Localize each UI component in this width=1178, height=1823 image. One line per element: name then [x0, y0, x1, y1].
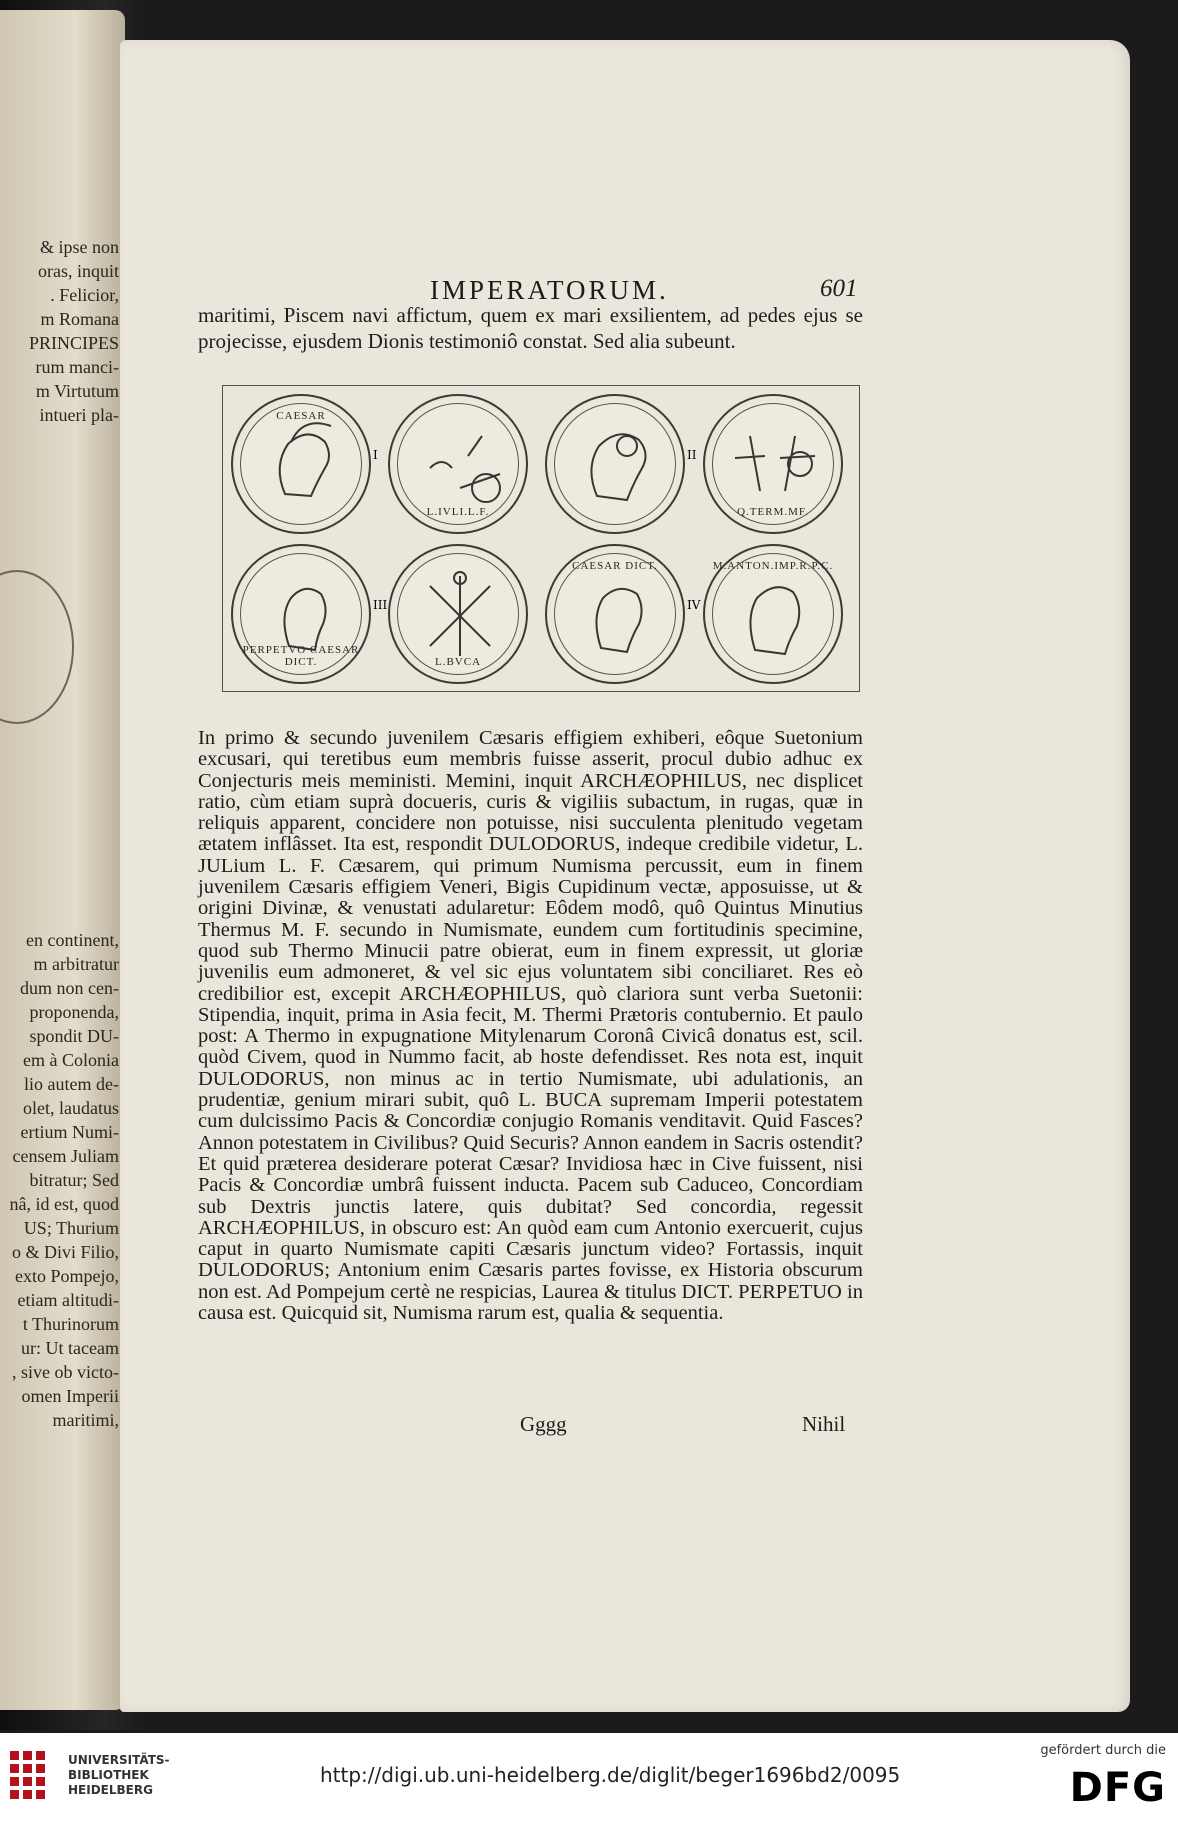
- coin-6-legend: L.BVCA: [434, 656, 482, 668]
- left-page-coin-fragment: [0, 570, 74, 724]
- coin-1-caesar-helmeted: [231, 394, 371, 534]
- coin-5-legend: PERPETVO CAESAR DICT.: [242, 644, 360, 668]
- coin-1-legend: CAESAR: [276, 410, 326, 422]
- institution-line-1: UNIVERSITÄTS-: [68, 1753, 170, 1767]
- dfg-logo: DFG: [1069, 1765, 1166, 1811]
- plate-marker-1: I: [373, 448, 378, 462]
- institution-line-3: HEIDELBERG: [68, 1783, 153, 1797]
- permalink-url[interactable]: http://digi.ub.uni-heidelberg.de/diglit/beger1696bd2/0095: [320, 1763, 901, 1787]
- institution-name: [68, 1753, 170, 1798]
- coin-5-caesar-dict-perpetuo: [231, 544, 371, 684]
- signature-mark: Gggg: [520, 1412, 567, 1436]
- coin-7-legend: CAESAR DICT.: [572, 560, 658, 572]
- coin-8-antonius: [703, 544, 843, 684]
- coin-7-caesar-dict: [545, 544, 685, 684]
- left-page-fragment-bottom: en continent, m arbitratur dum non cen- proponenda, spondit DU- em à Colonia lio autem de- olet, laudatus ertium Numi- censem Juliam bitratur; Sed nâ, id est, quod US; Thurium o & Divi Filio, exto Pompejo, etiam altitudi- t Thurinorum ur: Ut taceam , sive ob victo- omen Imperii maritimi,: [9, 930, 119, 1430]
- coin-3-helmeted-head: [545, 394, 685, 534]
- coin-6-buca-fasces: [388, 544, 528, 684]
- coin-8-legend: M.ANTON.IMP.R.P.C.: [712, 560, 834, 572]
- university-logo-icon: [10, 1751, 58, 1799]
- institution-line-2: BIBLIOTHEK: [68, 1768, 149, 1782]
- coin-4-legend: Q.TERM.MF.: [737, 506, 809, 518]
- plate-marker-3: III: [373, 598, 388, 612]
- funder-note: gefördert durch die: [1040, 1743, 1166, 1758]
- page-number: 601: [820, 275, 858, 302]
- coin-2-legend: L.IVLI.L.F.: [426, 506, 490, 518]
- intro-text: maritimi, Piscem navi affictum, quem ex mari exsilientem, ad pedes ejus se projecisse, ejusdem Dionis testimoniô constat. Sed alia subeunt.: [198, 303, 863, 353]
- helmeted-head-icon: [547, 396, 687, 536]
- coin-plate: [222, 385, 860, 692]
- left-page-fragment-top: & ipse non oras, inquit . Felicior, m Romana PRINCIPES rum manci- m Virtutum intueri pla-: [28, 237, 119, 425]
- plate-marker-4: IV: [687, 598, 701, 612]
- coin-4-thermus-warriors: [703, 394, 843, 534]
- catchword: Nihil: [802, 1412, 846, 1436]
- left-page: [0, 10, 125, 1710]
- body-paragraph: In primo & secundo juvenilem Cæsaris effigiem exhiberi, eôque Suetonium excusari, qui teretibus eum membris fuisse asserit, procul dubio adhuc ex Conjecturis meis meministi. Memini, inquit ARCHÆOPHILUS, nec displicet ratio, cùm etiam suprà docueris, curis & vigiliis subactum, in rugas, quæ in reliquis apparent, concidere non potuisse, nisi succulenta plenitudo vegetam ætatem inflâsset. Ita est, respondit DULODORUS, indeque credibile videtur, L. JULium L. F. Cæsarem, qui primum Numisma percussit, eum in finem juvenilem Cæsaris effigiem Veneri, Bigis Cupidinum vectæ, apposuisse, ut & origini Divinæ, & venustati adularetur: Eôdem modô, quô Quintus Minutius Thermus M. F. secundo in Numismate, eundem cum fortitudinis specimine, quod sub Thermo Minucii patre obierat, eum in finem expressit, ut gloriæ juvenilis eum admoneret, & vel sic ejus voluntatem sibi conciliaret. Res eò credibilior est, excepit ARCHÆOPHILUS, quò clariora sunt verba Suetonii: Stipendia, inquit, prima in Asia fecit, M. Thermi Prætoris contubernio. Et paulo post: A Thermo in expugnatione Mitylenarum Coronâ Civicâ donatus est, scil. quòd Civem, quod in Nummo facit, ab hoste defendisset. Res nota est, inquit DULODORUS, non minus ac in tertio Numismate, ubi adulationis, an prudentiæ, genium mirari subit, quô L. BUCA supremam Imperii potestatem cum dulcissimo Pacis & Concordiæ conjugio Romanis venditavit. Quid Fasces? Annon potestatem in Civilibus? Quid Securis? Annon eandem in Sacris ostendit? Et quid præterea desiderare poterat Cæsar? Invidiosa hæc in Cive fuissent, nisi Pacis & Concordiæ umbrâ fuissent inducta. Pacem sub Caduceo, Concordiam sub Dextris junctis latere, quis dubitat? Sed concordia, regessit ARCHÆOPHILUS, in obscuro est: An quòd eam cum Antonio exercuerit, cujus caput in quarto Numismate capiti Cæsaris junctum video? Fortassis, inquit DULODORUS; Antonium enim Cæsaris partes fovisse, ex Historia obscurum non est. Ad Pompejum certè ne respicias, Laurea & titulus DICT. PERPETUO in causa est. Quicquid sit, Numisma rarum est, qualia & sequentia.: [198, 727, 864, 1325]
- plate-marker-2: II: [687, 448, 697, 462]
- body-text: [198, 728, 863, 1324]
- running-title: IMPERATORUM.: [430, 275, 669, 305]
- viewer-footer-bar: [0, 1733, 1178, 1823]
- coin-2-iulius-biga: [388, 394, 528, 534]
